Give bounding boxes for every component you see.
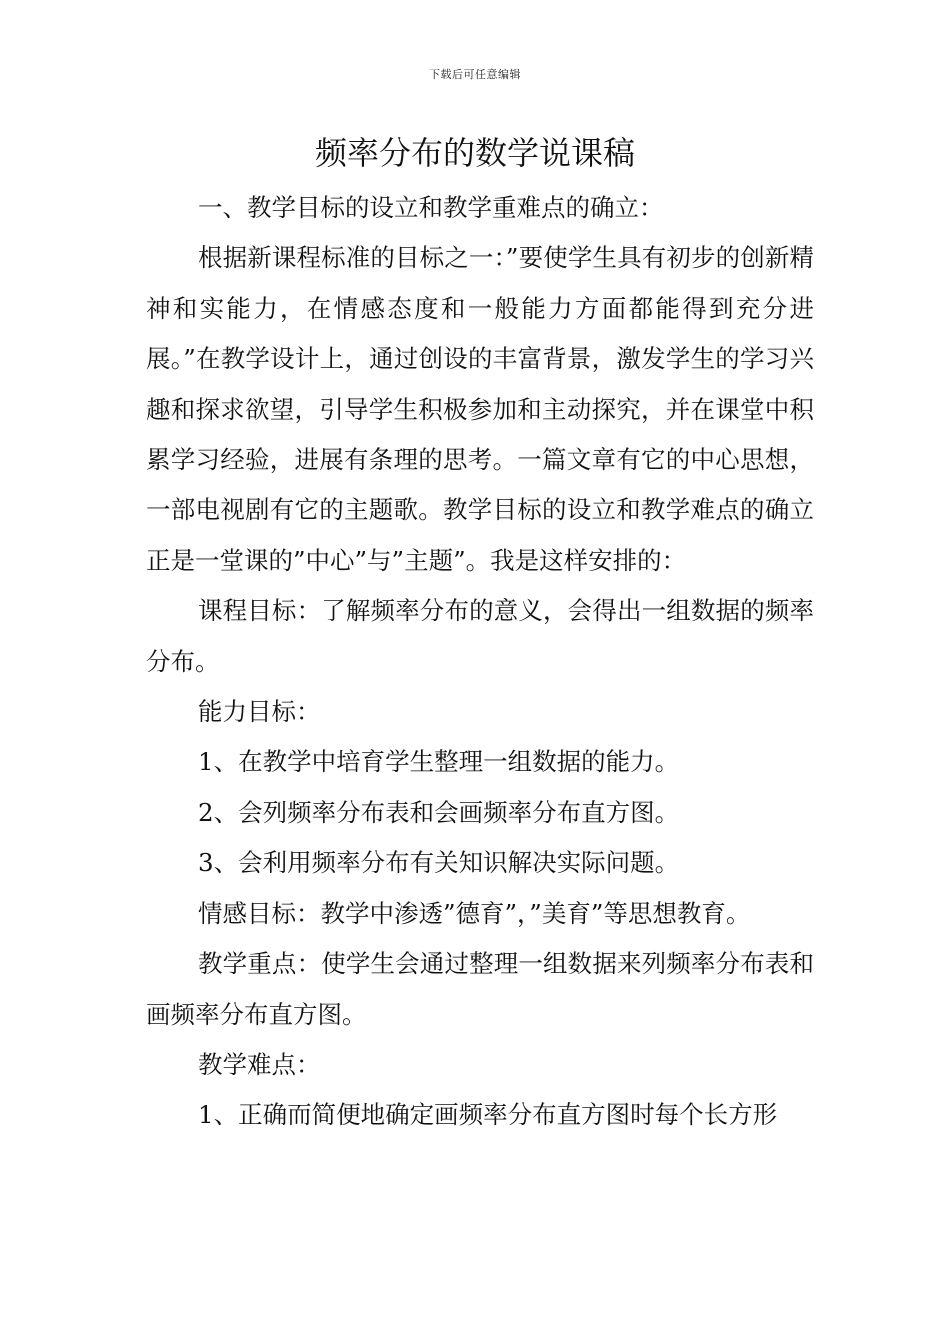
page-header-note: 下载后可任意编辑	[429, 68, 521, 81]
section-heading-objectives: 一、教学目标的设立和教学重难点的确立：	[198, 193, 664, 222]
paragraph-course-objective: 课程目标：了解频率分布的意义，会得出一组数据的频率分布。	[146, 596, 814, 676]
list-item-difficulty-1: 1、正确而简便地确定画频率分布直方图时每个长方形	[198, 1100, 778, 1130]
paragraph-ability-objective-heading: 能力目标：	[198, 697, 321, 727]
paragraph-teaching-focus: 教学重点：使学生会通过整理一组数据来列频率分布表和画频率分布直方图。	[146, 949, 814, 1029]
paragraph-teaching-difficulty-heading: 教学难点：	[198, 1049, 321, 1079]
document-title: 频率分布的数学说课稿	[314, 134, 635, 172]
document-body	[146, 183, 814, 1141]
list-item-ability-2: 2、会列频率分布表和会画频率分布直方图。	[198, 797, 680, 827]
list-item-ability-3: 3、会利用频率分布有关知识解决实际问题。	[198, 848, 680, 878]
list-item-ability-1: 1、在教学中培育学生整理一组数据的能力。	[198, 747, 680, 777]
paragraph-emotional-objective: 情感目标：教学中渗透”德育”，”美育”等思想教育。	[198, 898, 751, 928]
paragraph-curriculum-standard: 根据新课程标准的目标之一：”要使学生具有初步的创新精神和实能力，在情感态度和一般能力方面都能得到充分进展。”在教学设计上，通过创设的丰富背景，激发学生的学习兴趣和探求欲望，引导学生积极参加和主动探究，并在课堂中积累学习经验，进展有条理的思考。一篇文章有它的中心思想，一部电视剧有它的主题歌。教学目标的设立和教学难点的确立正是一堂课的”中心”与”主题”。我是这样安排的：	[146, 243, 814, 575]
